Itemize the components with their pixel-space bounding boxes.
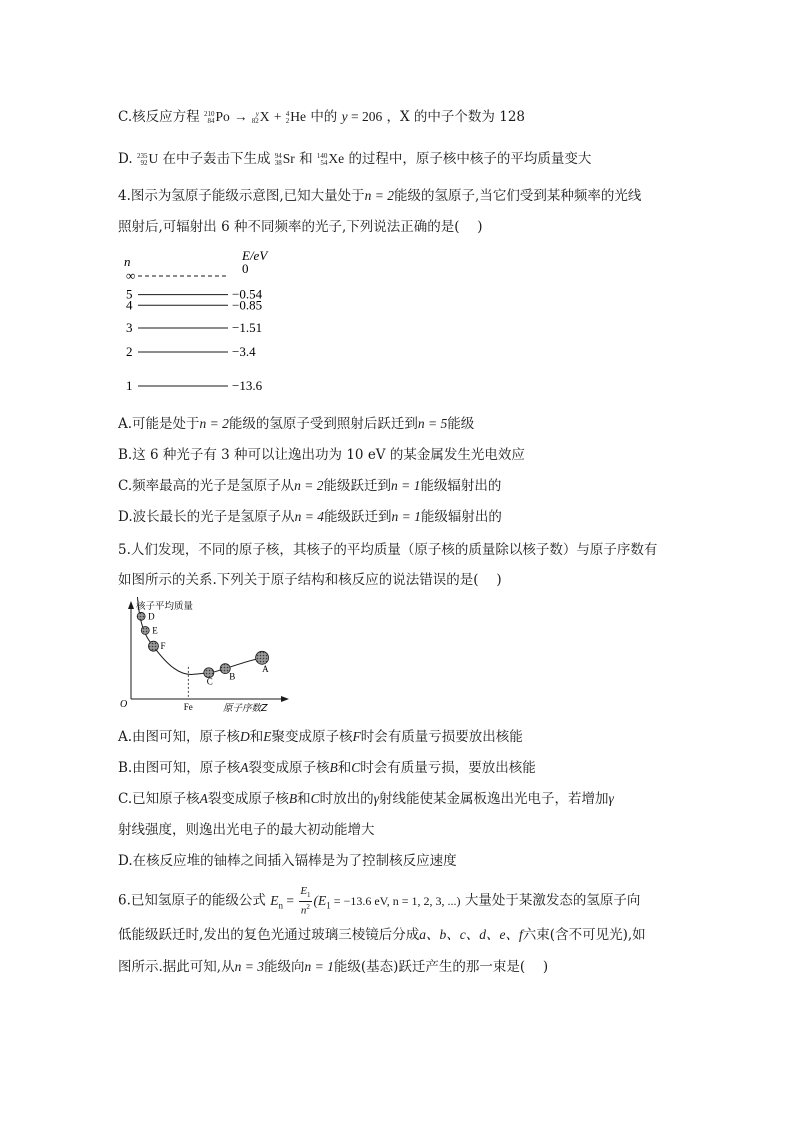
sr-mass: 94 — [274, 151, 282, 160]
q4a-text-b: 能级的氢原子受到照射后跃迁到 — [228, 416, 418, 432]
q5b-text-c: 和 — [337, 760, 352, 776]
q3c-prefix: C.核反应方程 — [118, 109, 200, 125]
q6-math-2: n = 1 — [304, 959, 334, 974]
x-charge: 82 — [251, 116, 259, 125]
q4c-math-1: n = 2 — [294, 478, 324, 493]
nucleus-point-d — [137, 612, 145, 620]
q5-option-d — [118, 852, 457, 870]
level-n-2: 4 — [126, 297, 133, 313]
q5c-gamma-1: γ — [373, 791, 379, 806]
q5-stem-line-2 — [118, 571, 502, 589]
diagram-n-label: n — [124, 254, 131, 269]
po-charge: 84 — [207, 116, 215, 125]
chart-x-label: 原子序数Z — [223, 703, 268, 714]
nucleus-label-b: B — [229, 671, 236, 682]
u-charge: 92 — [140, 158, 148, 167]
nucleus-label-d: D — [148, 611, 155, 622]
q6-fraction — [299, 886, 311, 917]
q4-text-a: 4.图示为氢原子能级示意图,已知大量处于 — [118, 188, 365, 204]
q5c-text-b: 裂变成原子核 — [207, 791, 289, 807]
x-mass: y — [255, 109, 259, 118]
q6-formula — [270, 885, 461, 917]
diagram-e-label: E/eV — [242, 248, 268, 263]
q4d-text-c: 能级辐射出的 — [420, 509, 502, 525]
q5c-nucleus-a: A — [199, 791, 208, 806]
q6-paren-b: = −13.6 eV, n = 1, 2, 3, ...) — [330, 893, 461, 908]
q3d-text-3: 的过程中，原子核中核子的平均质量变大 — [348, 151, 592, 167]
po-symbol: Po — [215, 109, 230, 124]
nucleus-label-e: E — [152, 625, 158, 636]
energy-level-diagram — [118, 246, 318, 396]
q4a-math-2: n = 5 — [417, 416, 448, 431]
q5-text-line1: 5.人们发现，不同的原子核，其核子的平均质量（原子核的质量除以核子数）与原子序数有 — [118, 542, 658, 558]
y-axis-arrow — [128, 601, 134, 609]
q3-option-d — [118, 150, 591, 168]
nuclide-he — [286, 108, 306, 126]
x-axis-arrow — [281, 696, 289, 702]
q4-text-b: 能级的氢原子,当它们受到某种频率的光线 — [394, 188, 642, 204]
q3d-prefix: D. — [118, 151, 133, 167]
q6-text-l3c: 能级(基态)跃迁产生的那一束是( ) — [333, 959, 549, 975]
q4d-math-2: n = 1 — [391, 509, 421, 524]
q5b-nucleus-a: A — [240, 760, 249, 775]
q3-option-c — [118, 108, 525, 126]
q6-text-l3a: 图所示.据此可知,从 — [118, 959, 235, 975]
q6-frac-bot: n — [300, 904, 307, 917]
level-n-4: 2 — [126, 344, 133, 359]
q5c-nucleus-c: C — [310, 791, 320, 806]
q5c-text-d: 时放出的 — [319, 791, 374, 807]
q4d-math-1: n = 4 — [294, 509, 325, 524]
q5a-text-b: 和 — [249, 729, 264, 745]
q4-option-d — [118, 508, 502, 526]
q5-option-b — [118, 759, 536, 777]
q5a-text-c: 聚变成原子核 — [271, 729, 353, 745]
q5a-nucleus-e: E — [263, 729, 272, 744]
q3c-suffix: ，X 的中子个数为 128 — [386, 109, 525, 125]
level-n-3: 3 — [126, 320, 133, 335]
q6-beam-letters: a、b、c、d、e、f — [419, 927, 523, 942]
q5d-text: D.在核反应堆的铀棒之间插入镉棒是为了控制核反应速度 — [118, 853, 457, 869]
q5a-text-d: 时会有质量亏损要放出核能 — [360, 729, 523, 745]
q6-text-l3b: 能级向 — [263, 959, 305, 975]
u-mass: 235 — [136, 151, 148, 160]
he-symbol: He — [290, 109, 307, 124]
q4-math-n2: n = 2 — [364, 188, 395, 203]
nucleus-label-c: C — [206, 676, 213, 687]
q5b-nucleus-b: B — [329, 760, 338, 775]
q4c-math-2: n = 1 — [391, 478, 421, 493]
nucleus-point-f — [148, 641, 158, 651]
q4-option-c — [118, 477, 501, 495]
nuclide-sr — [275, 150, 295, 168]
xe-charge: 54 — [320, 158, 328, 167]
q4c-text-b: 能级跃迁到 — [323, 478, 392, 494]
q5c-gamma-2: γ — [608, 791, 614, 806]
level-e-4: −3.4 — [232, 344, 256, 359]
q6-en-sub: n — [278, 900, 283, 911]
q4-text-line2: 照射后,可辐射出 6 种不同频率的光子,下列说法正确的是( ) — [118, 219, 483, 235]
q4-stem-line-1 — [118, 187, 641, 205]
nuclide-x — [252, 108, 270, 126]
level-n-5: 1 — [126, 378, 133, 393]
plus-sign: + — [273, 109, 282, 124]
q4-stem-line-2 — [118, 218, 483, 236]
q4a-text-a: A.可能是处于 — [118, 416, 200, 432]
q5c-text-a: C.已知原子核 — [118, 791, 200, 807]
q6-eq: = — [282, 892, 298, 908]
q5a-nucleus-d: D — [240, 729, 250, 744]
he-mass: 4 — [285, 109, 290, 118]
po-mass: 210 — [203, 109, 215, 118]
q6-stem-line-1 — [118, 886, 640, 917]
chart-origin-label: O — [120, 699, 128, 710]
energy-levels — [126, 261, 263, 393]
nuclide-u — [137, 150, 158, 168]
q4-option-a — [118, 415, 474, 433]
q5-option-c-line-2 — [118, 821, 375, 839]
q6-paren: (E — [313, 892, 327, 908]
u-symbol: U — [148, 151, 159, 166]
fe-label: Fe — [183, 702, 193, 712]
q5c-text-c: 和 — [297, 791, 311, 807]
q6-stem-line-2 — [118, 926, 646, 944]
q4b-text: B.这 6 种光子有 3 种可以让逸出功为 10 eV 的某金属发生光电效应 — [118, 447, 525, 463]
nucleus-label-a: A — [262, 663, 269, 674]
level-e-1: −0.54 — [232, 286, 263, 302]
q5c-nucleus-b: B — [288, 791, 298, 806]
q3d-text-2: 和 — [299, 151, 313, 167]
q6-math-1: n = 3 — [234, 959, 264, 974]
q5c-text-line2: 射线强度，则逸出光电子的最大初动能增大 — [118, 822, 375, 838]
q5c-text-e: 射线能使某金属板逸出光电子，若增加 — [378, 791, 609, 807]
nucleon-mass-chart — [115, 597, 295, 717]
nucleus-point-e — [141, 626, 149, 634]
q5b-text-a: B.由图可知，原子核 — [118, 760, 241, 776]
xe-symbol: Xe — [328, 151, 345, 166]
level-e-2: −0.85 — [232, 297, 263, 313]
sr-charge: 38 — [274, 158, 282, 167]
level-e-0: 0 — [242, 261, 249, 276]
q6-stem-line-3 — [118, 958, 548, 976]
nucleus-label-f: F — [160, 641, 166, 652]
level-n-1: 5 — [126, 286, 133, 302]
reaction-arrow: → — [234, 109, 248, 124]
q5a-nucleus-f: F — [352, 729, 361, 744]
q6-frac-top: E — [300, 885, 308, 897]
q6-paren-sub: 1 — [326, 900, 331, 911]
q5-option-c-line-1 — [118, 790, 614, 808]
q5b-text-b: 裂变成原子核 — [248, 760, 330, 776]
q5-text-line2: 如图所示的关系.下列关于原子结构和核反应的说法错误的是( ) — [118, 572, 502, 588]
q4d-text-b: 能级跃迁到 — [324, 509, 392, 525]
q6-text-a: 6.已知氢原子的能级公式 — [118, 892, 266, 909]
chart-y-label: 核子平均质量 — [136, 601, 194, 612]
q4-option-b — [118, 446, 525, 464]
q4c-text-a: C.频率最高的光子是氢原子从 — [118, 478, 295, 494]
q5-option-a — [118, 728, 523, 746]
x-symbol: X — [259, 109, 270, 124]
q6-frac-bot-sup: 2 — [306, 903, 310, 912]
q4a-math-1: n = 2 — [199, 416, 229, 431]
nucleus-point-a — [256, 651, 269, 664]
sr-symbol: Sr — [282, 151, 295, 166]
q4c-text-c: 能级辐射出的 — [420, 478, 502, 494]
q6-frac-top-sub: 1 — [307, 891, 311, 900]
nuclide-po — [204, 108, 230, 126]
q6-text-l2: 低能级跃迁时,发出的复色光通过玻璃三棱镜后分成 — [118, 927, 420, 943]
q6-text-b: 大量处于某激发态的氢原子向 — [464, 892, 641, 909]
level-e-3: −1.51 — [232, 320, 263, 335]
q3c-var: y — [341, 109, 348, 124]
q3c-eq: = 206 — [347, 109, 383, 124]
xe-mass: 140 — [316, 151, 328, 160]
q5a-text-a: A.由图可知，原子核 — [118, 729, 241, 745]
level-e-5: −13.6 — [232, 378, 263, 393]
level-n-0: ∞ — [126, 268, 136, 283]
q3c-middle: 中的 — [310, 109, 338, 125]
q5b-nucleus-c: C — [351, 760, 361, 775]
q6-text-l2b: 六束(含不可见光),如 — [522, 927, 646, 943]
nuclide-xe — [317, 150, 344, 168]
he-charge: 2 — [285, 116, 290, 125]
q4a-text-c: 能级 — [447, 416, 475, 432]
q5-stem-line-1 — [118, 541, 657, 559]
q6-en: E — [270, 892, 279, 908]
q5b-text-d: 时会有质量亏损，要放出核能 — [360, 760, 536, 776]
q3d-text-1: 在中子轰击下生成 — [162, 151, 271, 167]
nucleus-points — [137, 611, 269, 686]
q4d-text-a: D.波长最长的光子是氢原子从 — [118, 509, 295, 525]
